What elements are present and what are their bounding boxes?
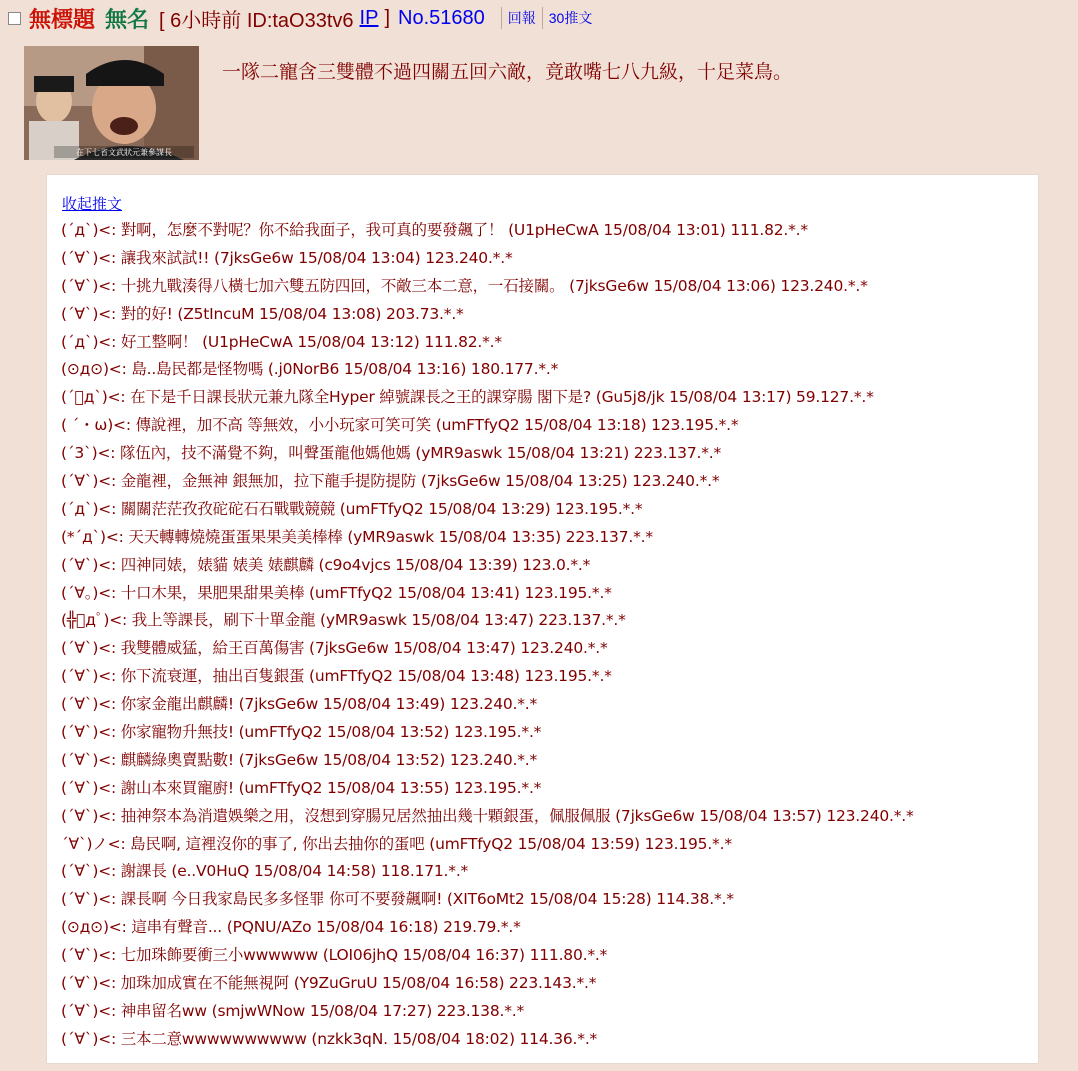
push-panel <box>46 174 1039 1064</box>
push-item: (´∀`)<: 你下流衰運，抽出百隻銀蛋 (umFTfyQ2 15/08/04 13:48) 123.195.*.* <box>61 667 612 686</box>
push-item: (⊙д⊙)<: 這串有聲音... (PQNU/AZo 15/08/04 16:18) 219.79.*.* <box>61 918 521 937</box>
push-count-link[interactable]: 30推文 <box>548 10 593 26</box>
push-item: (´∀`)<: 神串留名ww (smjwWNow 15/08/04 17:27) 223.138.*.* <box>61 1001 525 1020</box>
push-item: (´∀`)<: 抽神祭本為消遣娛樂之用，沒想到穿腸兄居然抽出幾十顆銀蛋，佩服佩服 (7jksGe6w 15/08/04 13:57) 123.240.*.* <box>61 806 914 825</box>
push-item: (´∀`)<: 加珠加成實在不能無視阿 (Y9ZuGruU 15/08/04 16:58) 223.143.*.* <box>61 974 597 993</box>
push-item: ( ´・ω)<: 傳說裡，加不高 等無效，小小玩家可笑可笑 (umFTfyQ2 15/08/04 13:18) 123.195.*.* <box>61 416 739 435</box>
push-item: (´∀`)<: 課長啊 今日我家島民多多怪罪 你可不要發飆啊! (XIT6oMt2 15/08/04 15:28) 114.38.*.* <box>61 890 734 909</box>
push-item: (´∀`)<: 金龍裡，金無神 銀無加，拉下龍手提防提防 (7jksGe6w 15/08/04 13:25) 123.240.*.* <box>61 472 720 491</box>
post-comment: 一隊二寵含三雙體不過四關五回六敵，竟敢嘴七八九級，十足菜鳥。 <box>222 61 793 83</box>
push-item: (´д`)<: 好工整啊！ (U1pHeCwA 15/08/04 13:12) 111.82.*.* <box>61 332 502 351</box>
post-time-id: [ 6小時前 ID:taO33tv6 <box>159 9 354 32</box>
poster-name: 無名 <box>105 6 150 33</box>
push-item: (´∀`)<: 三本二意wwwwwwwwww (nzkk3qN. 15/08/04 18:02) 114.36.*.* <box>61 1029 598 1048</box>
push-item: (´∀`)<: 對的好! (Z5tIncuM 15/08/04 13:08) 203.73.*.* <box>61 304 464 323</box>
push-item: (´∀`)<: 你家寵物升無技! (umFTfyQ2 15/08/04 13:52) 123.195.*.* <box>61 723 542 742</box>
post-header <box>8 2 592 34</box>
push-item: (´∀`)<: 十挑九戰湊得八橫七加六雙五防四回，不敵三本二意，一石接關。 (7jksGe6w 15/08/04 13:06) 123.240.*.* <box>61 276 868 295</box>
push-item: (´∀`)<: 我雙體威猛，給王百萬傷害 (7jksGe6w 15/08/04 13:47) 123.240.*.* <box>61 639 608 658</box>
info-close-bracket: ] <box>384 6 391 29</box>
push-item: (⊙д⊙)<: 島..島民都是怪物嗎 (.j0NorB6 15/08/04 13:16) 180.177.*.* <box>61 360 559 379</box>
select-checkbox[interactable] <box>8 12 21 25</box>
push-item: (´∀`)<: 謝課長 (e..V0HuQ 15/08/04 14:58) 118.171.*.* <box>61 862 469 881</box>
push-item: (´д`)<: 對啊，怎麼不對呢？你不給我面子，我可真的要發飆了！ (U1pHeCwA 15/08/04 13:01) 111.82.*.* <box>61 221 808 239</box>
push-item: (´∀。)<: 十口木果，果肥果甜果美棒 (umFTfyQ2 15/08/04 13:41) 123.195.*.* <box>61 583 612 602</box>
ip-link[interactable]: IP <box>359 6 379 29</box>
push-item: (´∀`)<: 麒麟綠奧賣點數! (7jksGe6w 15/08/04 13:52) 123.240.*.* <box>61 750 538 769</box>
separator <box>542 7 543 29</box>
push-item: ´∀`)ノ<: 島民啊, 這裡沒你的事了, 你出去抽你的蛋吧 (umFTfyQ2 15/08/04 13:59) 123.195.*.* <box>61 834 732 853</box>
push-item: (*´д`)<: 天天轉轉燒燒蛋蛋果果美美棒棒 (yMR9aswk 15/08/04 13:35) 223.137.*.* <box>61 527 653 546</box>
post-title: 無標題 <box>29 6 96 33</box>
push-item: (´ﾟд`)<: 在下是千日課長狀元兼九隊全Hyper 綽號課長之王的課穿腸 閣下是? (Gu5j8/jk 15/08/04 13:17) 59.127.*.* <box>61 388 874 407</box>
thumbnail-caption: 在下七省文武狀元兼參謀長 <box>76 148 172 157</box>
collapse-pushes-link[interactable]: 收起推文 <box>62 196 123 213</box>
push-item: (´∀`)<: 你家金龍出麒麟! (7jksGe6w 15/08/04 13:49) 123.240.*.* <box>61 695 538 714</box>
push-item: (╬ﾟдﾟ)<: 我上等課長，刷下十單金龍 (yMR9aswk 15/08/04 13:47) 223.137.*.* <box>61 611 626 630</box>
push-item: (´∀`)<: 謝山本來買寵廚! (umFTfyQ2 15/08/04 13:55) 123.195.*.* <box>61 778 542 797</box>
push-item: (´∀`)<: 讓我來試試!! (7jksGe6w 15/08/04 13:04) 123.240.*.* <box>61 248 513 267</box>
push-item: (´д`)<: 關關茫茫孜孜砣砣石石戰戰競競 (umFTfyQ2 15/08/04 13:29) 123.195.*.* <box>61 499 643 518</box>
thumbnail-image <box>24 46 199 160</box>
push-item: (´∀`)<: 七加珠飾要衝三小wwwwww (LOI06jhQ 15/08/04 16:37) 111.80.*.* <box>61 946 608 965</box>
push-list <box>61 217 914 1054</box>
post-thumbnail[interactable] <box>24 46 199 160</box>
post-number-link[interactable]: No.51680 <box>398 6 485 29</box>
report-link[interactable]: 回報 <box>507 10 536 26</box>
separator <box>501 7 502 29</box>
push-item: (´∀`)<: 四神同婊，婊貓 婊美 婊麒麟 (c9o4vjcs 15/08/04 13:39) 123.0.*.* <box>61 555 591 574</box>
push-item: (´3`)<: 隊伍內，技不滿覺不夠，叫聲蛋龍他媽他媽 (yMR9aswk 15/08/04 13:21) 223.137.*.* <box>61 444 722 463</box>
